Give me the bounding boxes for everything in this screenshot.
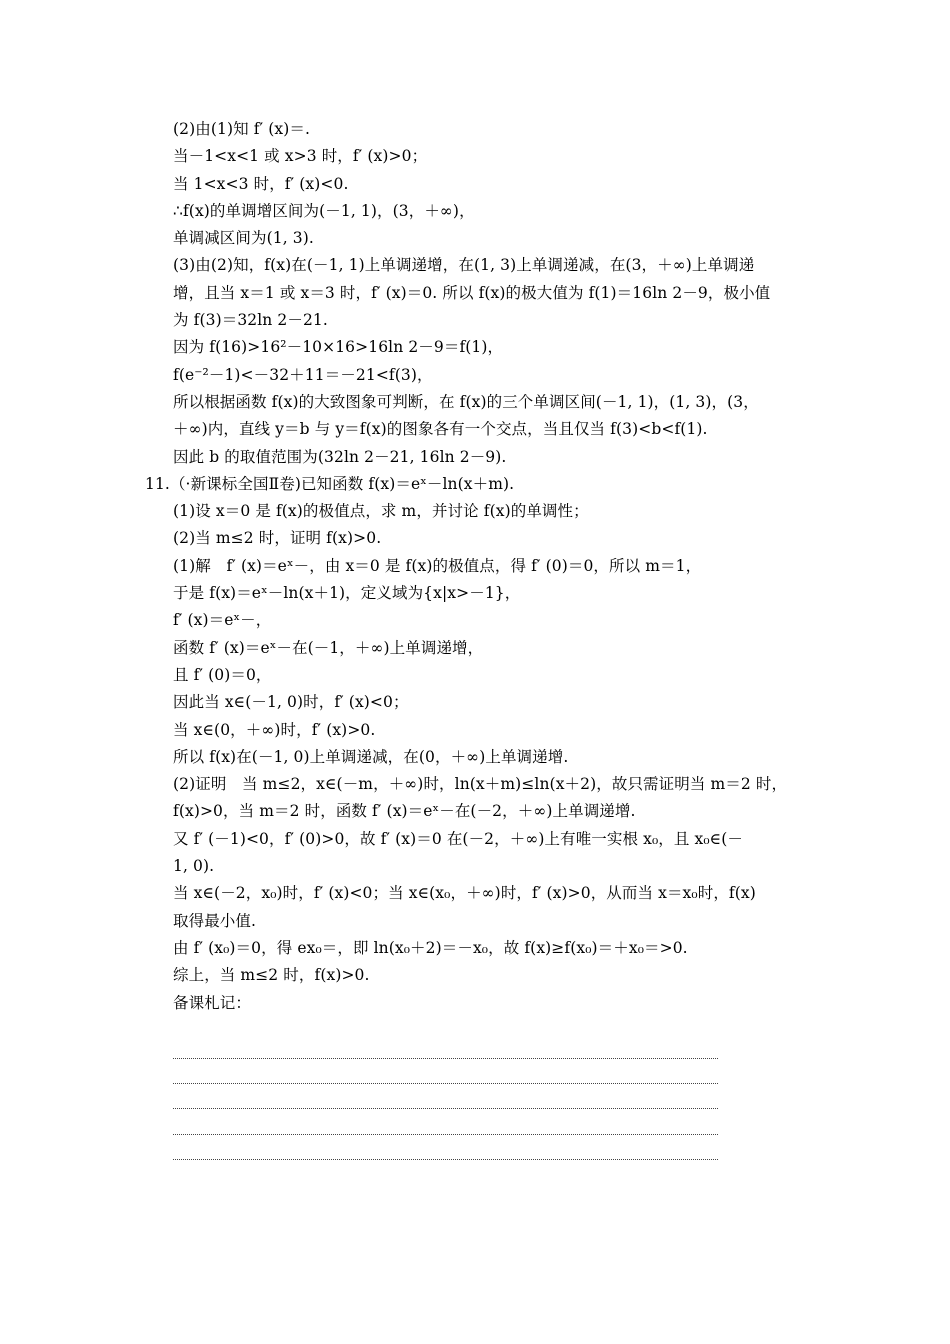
text-line: 当 x∈(－2，x₀)时，f′ (x)<0；当 x∈(x₀，＋∞)时，f′ (x)>0，从而当 x＝x₀时，f(x) <box>173 884 756 903</box>
text-line: 为 f(3)＝32ln 2－21. <box>173 311 328 330</box>
notes-line <box>173 1108 718 1109</box>
text-line: f(e⁻²－1)<－32＋11＝－21<f(3)， <box>173 365 433 384</box>
text-line: 取得最小值. <box>173 911 257 930</box>
text-line: 单调减区间为(1, 3). <box>173 229 314 248</box>
text-line: f′ (x)＝eˣ－， <box>173 611 272 630</box>
text-line: 当－1<x<1 或 x>3 时，f′ (x)>0； <box>173 147 428 166</box>
text-line: 所以 f(x)在(－1, 0)上单调递减，在(0，＋∞)上单调递增. <box>173 747 569 766</box>
text-line: f(x)>0，当 m＝2 时，函数 f′ (x)＝eˣ－在(－2，＋∞)上单调递增. <box>173 802 636 821</box>
text-line: (2)由(1)知 f′ (x)＝. <box>173 120 310 138</box>
text-line: 当 1<x<3 时，f′ (x)<0. <box>173 174 349 193</box>
text-line: ＋∞)内，直线 y＝b 与 y＝f(x)的图象各有一个交点，当且仅当 f(3)<b<f(1). <box>173 420 708 439</box>
text-line: 因为 f(16)>16²－10×16>16ln 2－9＝f(1)， <box>173 338 504 357</box>
text-line: (1)解 f′ (x)＝eˣ－，由 x＝0 是 f(x)的极值点，得 f′ (0)＝0，所以 m＝1， <box>173 556 702 575</box>
text-line: (2)当 m≤2 时，证明 f(x)>0. <box>173 529 382 548</box>
text-line: (3)由(2)知，f(x)在(－1, 1)上单调递增，在(1, 3)上单调递减，在(3，＋∞)上单调递 <box>173 256 755 275</box>
notes-line <box>173 1159 718 1160</box>
problem-11-heading: 11.（·新课标全国Ⅱ卷)已知函数 f(x)＝eˣ－ln(x＋m). <box>145 474 515 493</box>
notes-heading: 备课札记： <box>173 993 252 1012</box>
text-line: 当 x∈(0，＋∞)时，f′ (x)>0. <box>173 720 376 739</box>
text-line: 于是 f(x)＝eˣ－ln(x＋1)，定义域为{x|x>－1}， <box>173 584 521 603</box>
text-line: 综上，当 m≤2 时，f(x)>0. <box>173 966 370 985</box>
text-line: 因此 b 的取值范围为(32ln 2－21, 16ln 2－9). <box>173 447 507 466</box>
text-line: 由 f′ (x₀)＝0，得 ex₀＝，即 ln(x₀＋2)＝－x₀，故 f(x)≥f(x₀)＝＋x₀＝>0. <box>173 938 688 957</box>
text-line: (2)证明 当 m≤2，x∈(－m，＋∞)时，ln(x＋m)≤ln(x＋2)，故只需证明当 m＝2 时， <box>173 775 788 794</box>
text-line: 增，且当 x＝1 或 x＝3 时，f′ (x)＝0. 所以 f(x)的极大值为 f(1)＝16ln 2－9，极小值 <box>173 283 771 302</box>
text-line: ∴f(x)的单调增区间为(－1, 1)，(3，＋∞)， <box>173 201 475 220</box>
text-line: 1, 0). <box>173 857 215 876</box>
text-line: 因此当 x∈(－1, 0)时，f′ (x)<0； <box>173 693 409 712</box>
notes-ruled-lines <box>173 1058 718 1184</box>
solution-text <box>145 116 823 1017</box>
text-line: 又 f′ (－1)<0，f′ (0)>0，故 f′ (x)＝0 在(－2，＋∞)上有唯一实根 x₀，且 x₀∈(－ <box>173 829 743 848</box>
notes-line <box>173 1058 718 1059</box>
text-line: 且 f′ (0)＝0， <box>173 665 272 684</box>
text-line: (1)设 x＝0 是 f(x)的极值点，求 m，并讨论 f(x)的单调性； <box>173 502 589 521</box>
notes-line <box>173 1134 718 1135</box>
text-line: 所以根据函数 f(x)的大致图象可判断，在 f(x)的三个单调区间(－1, 1)，(1, 3)，(3， <box>173 392 759 411</box>
text-line: 函数 f′ (x)＝eˣ－在(－1，＋∞)上单调递增， <box>173 638 484 657</box>
notes-line <box>173 1083 718 1084</box>
